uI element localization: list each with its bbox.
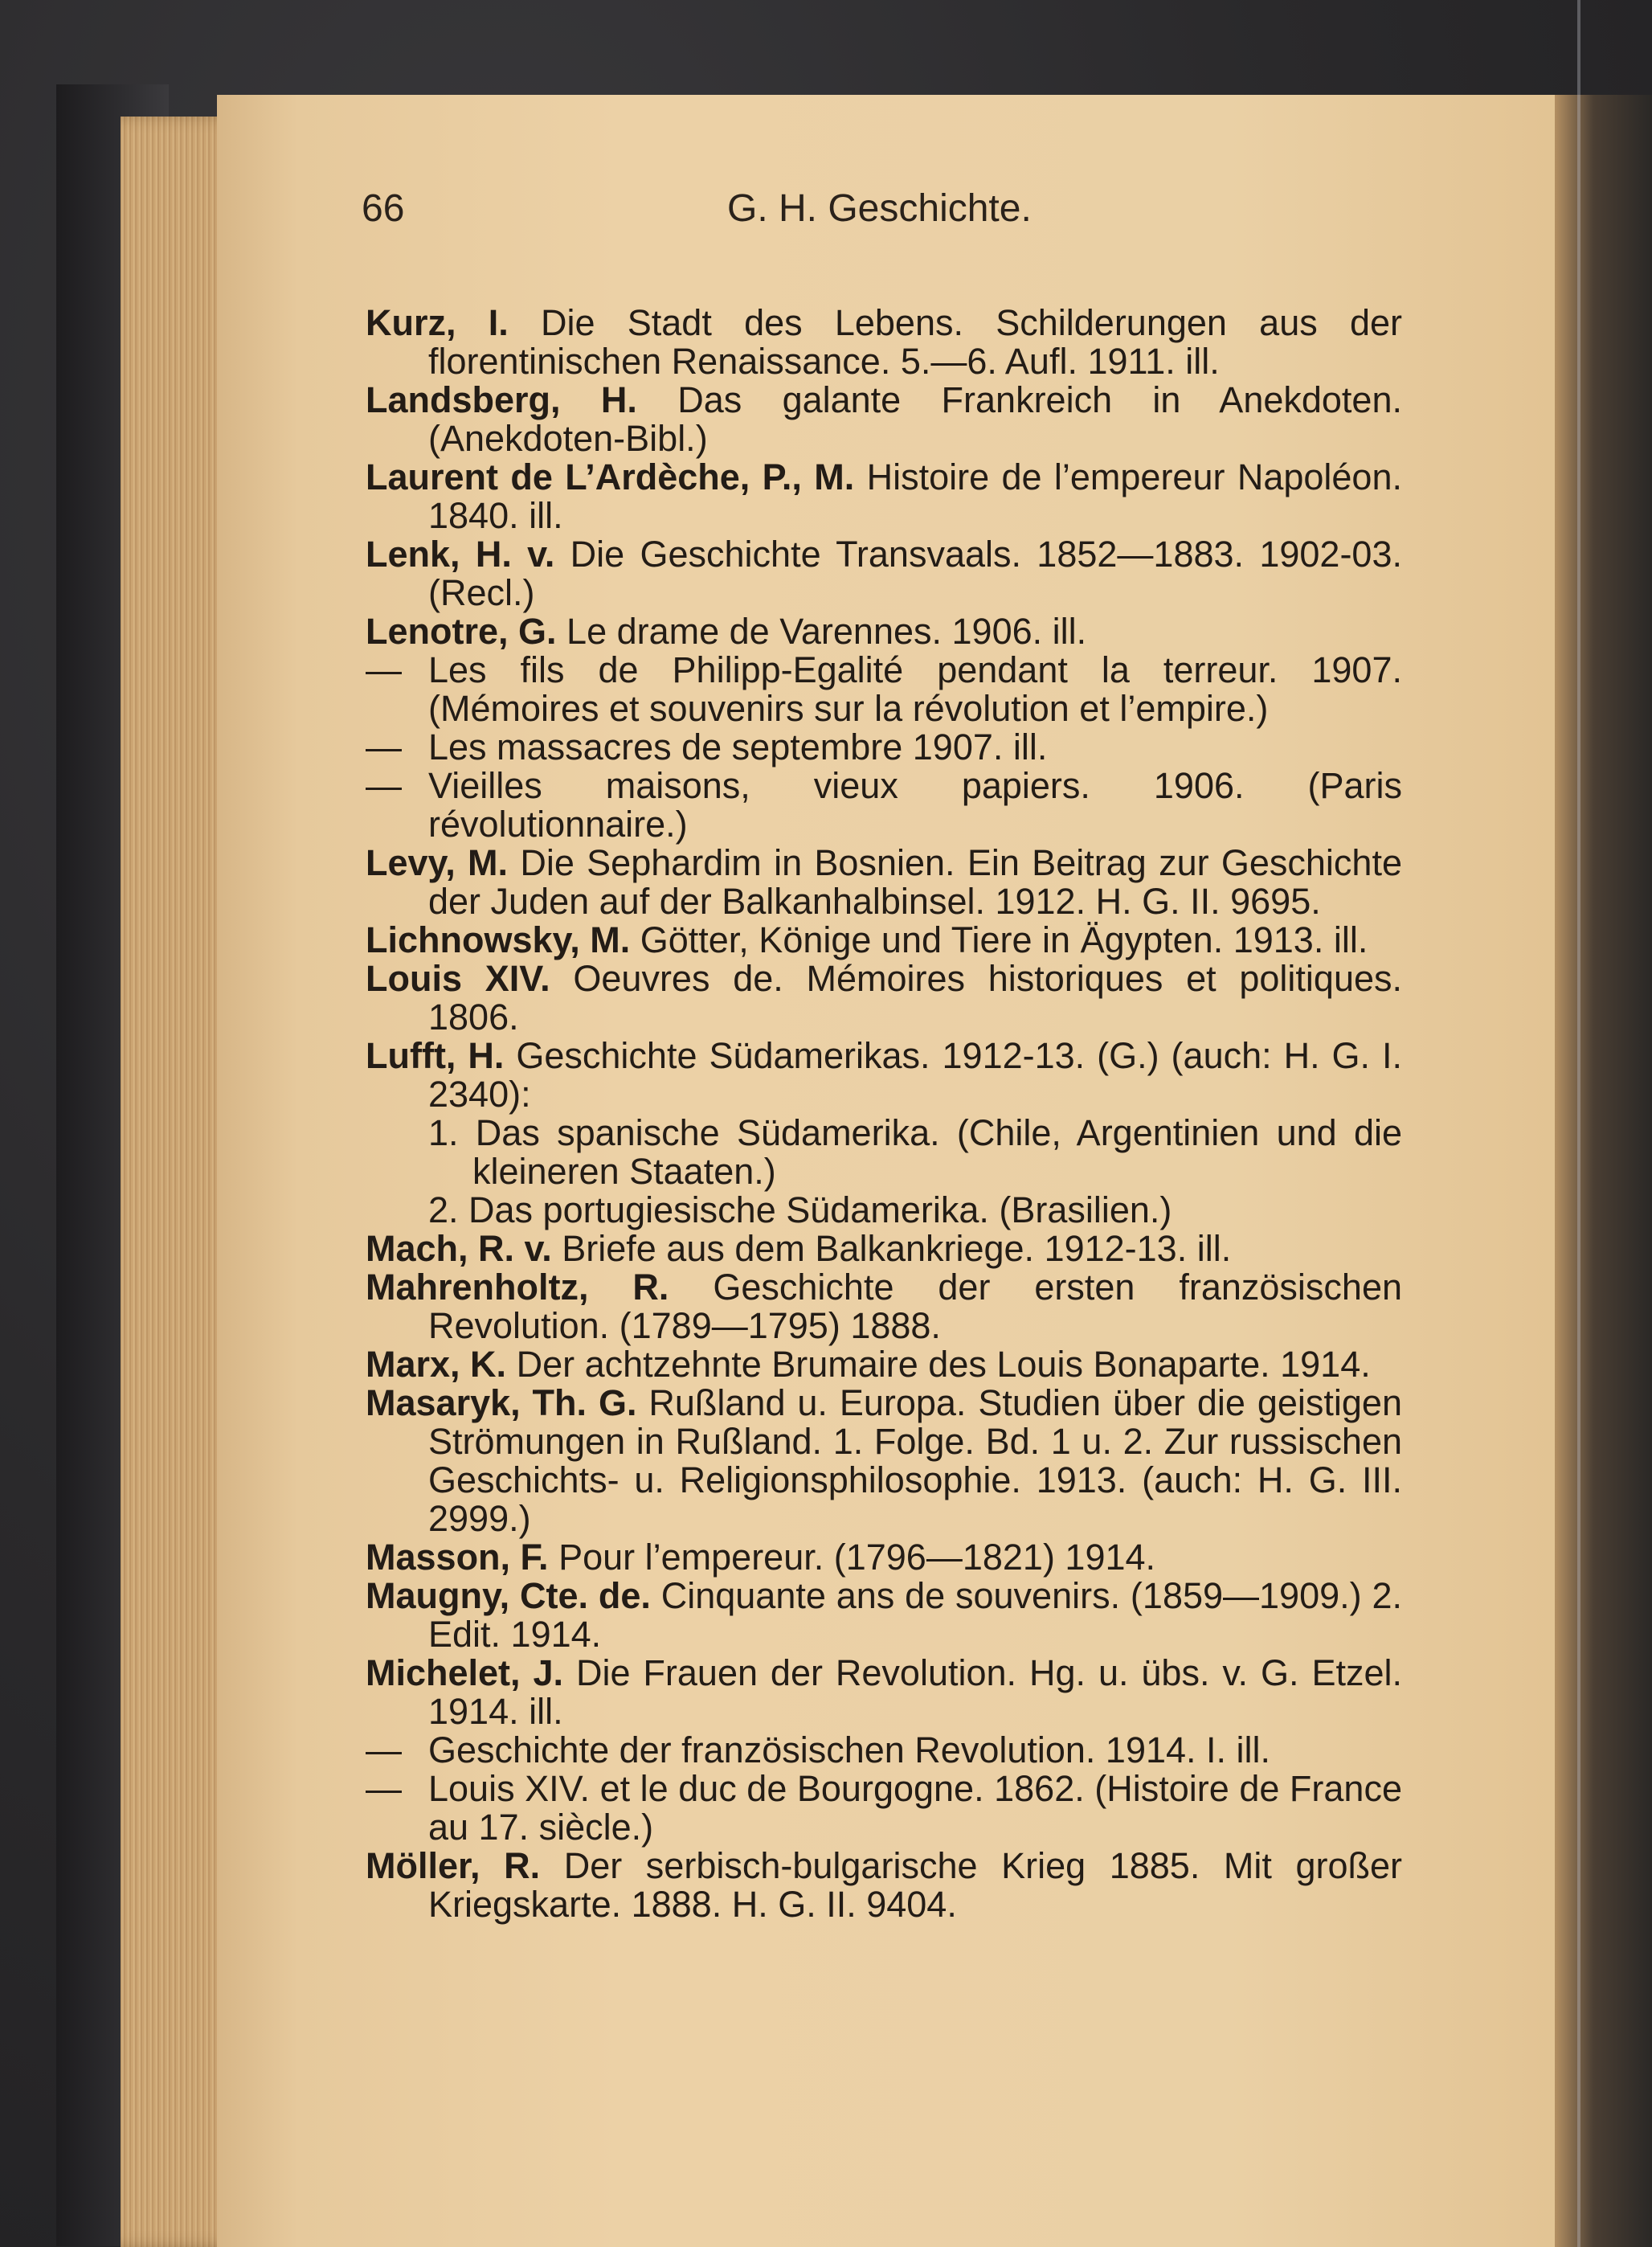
ditto-dash: — — [366, 726, 402, 767]
entry-author: Maugny, Cte. de. — [366, 1575, 651, 1616]
running-head — [362, 186, 1398, 243]
entry-author: Mahrenholtz, R. — [366, 1267, 669, 1308]
bibliography-entry — [366, 612, 1402, 651]
entry-author: Michelet, J. — [366, 1652, 564, 1693]
entry-text: Cinquante ans de souvenirs. (1859—1909.) 2. Edit. 1914. — [428, 1575, 1402, 1655]
bibliography-entry — [366, 844, 1402, 921]
bibliography-list — [366, 304, 1402, 1924]
entry-author: Marx, K. — [366, 1344, 507, 1385]
book-gutter — [1555, 95, 1652, 2247]
bibliography-entry — [366, 1847, 1402, 1924]
sub-entry — [366, 1114, 1402, 1191]
entry-text: Les fils de Philipp-Egalité pendant la terreur. 1907. (Mémoires et souvenirs sur la révolution et l’empire.) — [428, 649, 1402, 729]
bibliography-entry — [366, 1654, 1402, 1731]
entry-text: Die Geschichte Transvaals. 1852—1883. 1902-03. (Recl.) — [428, 534, 1402, 613]
bibliography-entry — [366, 1345, 1402, 1384]
sub-entry-text: 2. Das portugiesische Südamerika. (Brasilien.) — [428, 1189, 1172, 1230]
entry-author: Lufft, H. — [366, 1035, 505, 1076]
bibliography-entry — [366, 767, 1402, 844]
entry-author: Landsberg, H. — [366, 379, 637, 420]
bibliography-entry — [366, 458, 1402, 535]
entry-text: Le drame de Varennes. 1906. ill. — [566, 611, 1087, 652]
section-title: G. H. Geschichte. — [727, 187, 1032, 230]
sub-entry — [366, 1191, 1402, 1230]
entry-text: Geschichte der französischen Revolution. 1914. I. ill. — [428, 1729, 1271, 1770]
bibliography-entry — [366, 1538, 1402, 1577]
entry-author: Kurz, I. — [366, 302, 509, 343]
entry-text: Der serbisch-bulgarische Krieg 1885. Mit großer Kriegskarte. 1888. H. G. II. 9404. — [428, 1845, 1402, 1925]
entry-author: Lichnowsky, M. — [366, 919, 631, 960]
bibliography-entry — [366, 381, 1402, 458]
entry-text: Histoire de l’empereur Napoléon. 1840. ill. — [428, 456, 1402, 536]
entry-author: Levy, M. — [366, 842, 509, 883]
entry-text: Der achtzehnte Brumaire des Louis Bonaparte. 1914. — [516, 1344, 1371, 1385]
ditto-dash: — — [366, 649, 402, 690]
bibliography-entry — [366, 651, 1402, 728]
entry-author: Masaryk, Th. G. — [366, 1382, 637, 1423]
entry-text: Les massacres de septembre 1907. ill. — [428, 726, 1048, 767]
bibliography-entry — [366, 960, 1402, 1037]
entry-author: Louis XIV. — [366, 958, 550, 999]
entry-text: Das galante Frankreich in Anekdoten. (Anekdoten-Bibl.) — [428, 379, 1402, 459]
scanner-glass-edge — [1577, 0, 1580, 2247]
bibliography-entry — [366, 1268, 1402, 1345]
entry-text: Briefe aus dem Balkankriege. 1912-13. ill. — [562, 1228, 1232, 1269]
bibliography-entry — [366, 728, 1402, 767]
bibliography-entry — [366, 1230, 1402, 1268]
entry-text: Die Stadt des Lebens. Schilderungen aus der florentinischen Renaissance. 5.—6. Aufl. 1911. ill. — [428, 302, 1402, 382]
entry-text: Geschichte Südamerikas. 1912-13. (G.) (auch: H. G. I. 2340): — [428, 1035, 1403, 1115]
entry-text: Louis XIV. et le duc de Bourgogne. 1862. (Histoire de France au 17. siècle.) — [428, 1768, 1402, 1848]
entry-text: Die Sephardim in Bosnien. Ein Beitrag zur Geschichte der Juden auf der Balkanhalbinsel. 1912. H. G. II. 9695. — [428, 842, 1402, 922]
sub-entry-text: 1. Das spanische Südamerika. (Chile, Argentinien und die kleineren Staaten.) — [428, 1112, 1402, 1192]
ditto-dash: — — [366, 1729, 402, 1770]
entry-text: Die Frauen der Revolution. Hg. u. übs. v. G. Etzel. 1914. ill. — [428, 1652, 1402, 1732]
entry-text: Oeuvres de. Mémoires historiques et politiques. 1806. — [428, 958, 1403, 1038]
bibliography-entry — [366, 921, 1402, 960]
bibliography-entry — [366, 1577, 1402, 1654]
entry-author: Lenotre, G. — [366, 611, 557, 652]
bibliography-entry — [366, 1770, 1402, 1847]
entry-author: Möller, R. — [366, 1845, 541, 1886]
ditto-dash: — — [366, 1768, 402, 1809]
bibliography-entry — [366, 304, 1402, 381]
entry-text: Vieilles maisons, vieux papiers. 1906. (Paris révolutionnaire.) — [428, 765, 1402, 845]
ditto-dash: — — [366, 765, 402, 806]
entry-text: Pour l’empereur. (1796—1821) 1914. — [558, 1537, 1156, 1578]
entry-author: Laurent de L’Ardèche, P., M. — [366, 456, 855, 497]
bibliography-entry — [366, 1037, 1402, 1114]
entry-text: Geschichte der ersten französischen Revolution. (1789—1795) 1888. — [428, 1267, 1402, 1346]
entry-text: Götter, Könige und Tiere in Ägypten. 1913. ill. — [640, 919, 1368, 960]
entry-author: Masson, F. — [366, 1537, 549, 1578]
entry-author: Mach, R. v. — [366, 1228, 552, 1269]
page-number: 66 — [362, 187, 405, 230]
entry-author: Lenk, H. v. — [366, 534, 555, 575]
bibliography-entry — [366, 1384, 1402, 1538]
bibliography-entry — [366, 535, 1402, 612]
entry-text: Rußland u. Europa. Studien über die geistigen Strömungen in Rußland. 1. Folge. Bd. 1 u. 2. Zur russischen Geschichts- u. Religionsphilosophie. 1913. (auch: H. G. III. 2999.) — [428, 1382, 1402, 1539]
bibliography-entry — [366, 1731, 1402, 1770]
